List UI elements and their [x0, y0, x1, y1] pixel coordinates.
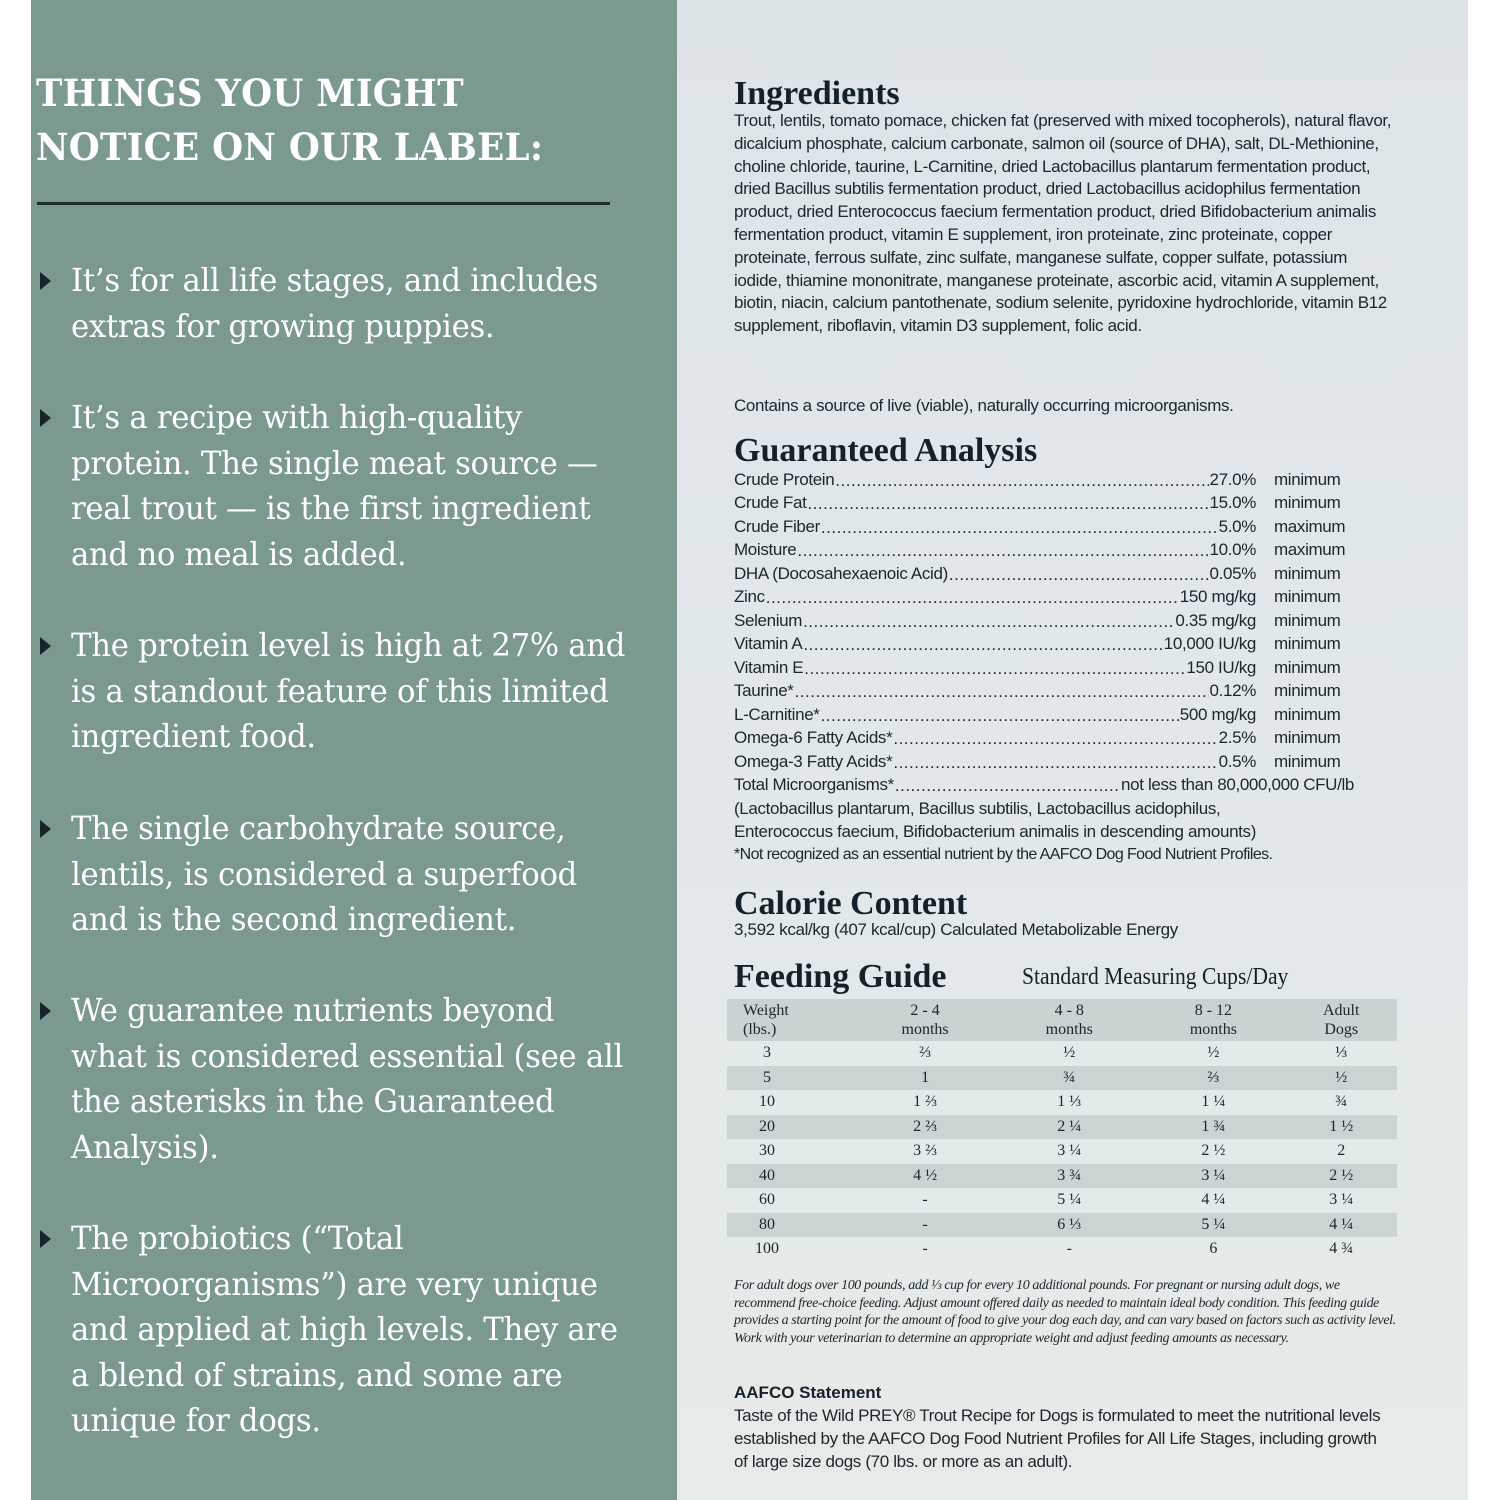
cups-cell	[997, 1237, 1141, 1262]
cups-cell	[997, 1041, 1141, 1066]
cell-value: 1 ⅔	[913, 1093, 938, 1111]
cups-cell	[853, 1164, 997, 1189]
nutrient-qualifier: minimum	[1274, 634, 1341, 654]
cell-value: 30	[759, 1142, 775, 1160]
nutrient-name: Total Microorganisms*	[734, 775, 894, 795]
cell-value: 3 ¼	[1201, 1166, 1226, 1184]
analysis-row	[734, 633, 1374, 657]
cups-cell	[1141, 1090, 1285, 1115]
cups-cell	[853, 1041, 997, 1066]
feeding-table-row	[727, 1164, 1397, 1189]
ingredients-title: Ingredients	[734, 75, 900, 112]
nutrient-value: 0.5%	[1218, 751, 1256, 771]
analysis-row	[734, 609, 1374, 633]
nutrient-qualifier: minimum	[1274, 493, 1341, 513]
ingredients-microorganism-note: Contains a source of live (viable), naturally occurring microorganisms.	[734, 396, 1234, 415]
nutrient-qualifier: minimum	[1274, 728, 1341, 748]
analysis-row	[734, 539, 1374, 563]
triangle-bullet-icon	[40, 409, 51, 427]
cell-value: ½	[1335, 1068, 1348, 1086]
feeding-table-row	[727, 1213, 1397, 1238]
cups-cell	[1285, 1188, 1397, 1213]
cups-cell	[997, 1139, 1141, 1164]
nutrient-name: Omega-6 Fatty Acids*	[734, 728, 893, 748]
cell-value: 3 ⅔	[913, 1142, 938, 1160]
cell-value: 3 ¾	[1057, 1166, 1082, 1184]
nutrient-name: Zinc	[734, 587, 765, 607]
nutrient-value: 0.12%	[1209, 681, 1256, 701]
calorie-content-text: 3,592 kcal/kg (407 kcal/cup) Calculated Metabolizable Energy	[734, 920, 1178, 939]
nutrient-name: Selenium	[734, 610, 803, 630]
nutrient-name: Crude Fat	[734, 493, 807, 513]
header-line: 8 - 12	[1194, 1002, 1233, 1019]
header-line: months	[1045, 1021, 1093, 1038]
nutrient-name: Omega-3 Fatty Acids*	[734, 751, 893, 771]
cell-value: 4 ½	[913, 1166, 938, 1184]
header-line: Weight	[743, 1002, 789, 1019]
analysis-row	[734, 703, 1374, 727]
column-header-8-12-months	[1141, 999, 1285, 1041]
cell-value: 60	[759, 1191, 775, 1209]
ingredients-list: Trout, lentils, tomato pomace, chicken fat (preserved with mixed tocopherols), natural flavor, dicalcium phosphate, calcium carbonate, salmon oil (source of DHA), salt, DL-Methionine, choline chloride, taurine, L-Carnitine, dried Lactobacillus plantarum fermentation product, dried Bacillus subtilis fermentation product, dried Lactobacillus acidophilus fermentation product, dried Enterococcus faecium fermentation product, dried Bifidobacterium animalis fermentation product, vitamin E supplement, iron proteinate, zinc proteinate, copper proteinate, ferrous sulfate, zinc sulfate, manganese sulfate, copper sulfate, potassium iodide, thiamine mononitrate, manganese proteinate, ascorbic acid, vitamin A supplement, biotin, niacin, calcium pantothenate, sodium selenite, pyridoxine hydrochloride, vitamin B12 supplement, riboflavin, vitamin D3 supplement, folic acid.	[734, 111, 1392, 336]
analysis-row	[734, 468, 1374, 492]
column-header-4-8-months	[997, 999, 1141, 1041]
feature-bullet-text: It’s for all life stages, and includes extras for growing puppies.	[71, 261, 598, 345]
cell-value: ¾	[1335, 1093, 1348, 1111]
cell-value: ⅔	[1207, 1068, 1220, 1086]
cell-value: 2 ¼	[1057, 1117, 1082, 1135]
nutrient-qualifier: minimum	[1274, 563, 1341, 583]
cups-cell	[1285, 1041, 1397, 1066]
header-line: (lbs.)	[743, 1021, 777, 1038]
header-line: 2 - 4	[910, 1002, 940, 1019]
cell-value: 1 ½	[1329, 1117, 1354, 1135]
cell-value: -	[922, 1215, 928, 1233]
nutrient-value: 150 IU/kg	[1186, 657, 1256, 677]
cups-cell	[1285, 1090, 1397, 1115]
dot-leader	[804, 659, 1185, 677]
dot-leader	[803, 612, 1174, 630]
analysis-row	[734, 727, 1374, 751]
nutrient-qualifier: minimum	[1274, 610, 1341, 630]
cups-cell	[853, 1115, 997, 1140]
cups-cell	[997, 1164, 1141, 1189]
cell-value: 3	[763, 1044, 771, 1062]
cell-value: 3 ¼	[1329, 1191, 1354, 1209]
cell-value: -	[922, 1191, 928, 1209]
cups-cell	[1285, 1164, 1397, 1189]
dot-leader	[807, 494, 1208, 512]
feeding-table-row	[727, 1237, 1397, 1262]
feeding-guide-table	[727, 999, 1397, 1262]
cell-value: ⅓	[1335, 1044, 1348, 1062]
header-line: Adult	[1323, 1002, 1360, 1019]
nutrient-name: DHA (Docosahexaenoic Acid)	[734, 563, 948, 583]
dot-leader	[895, 776, 1120, 794]
feeding-table-header	[727, 999, 1397, 1041]
cell-value: 2	[1337, 1142, 1346, 1160]
cell-value: ⅔	[919, 1044, 932, 1062]
weight-cell	[727, 1115, 853, 1140]
cell-value: 6 ⅓	[1057, 1215, 1082, 1233]
cups-cell	[1141, 1188, 1285, 1213]
nutrient-qualifier: minimum	[1274, 751, 1341, 771]
cell-value: 3 ¼	[1057, 1142, 1082, 1160]
strains-line: Enterococcus faecium, Bifidobacterium animalis in descending amounts)	[734, 822, 1257, 841]
dot-leader	[949, 565, 1209, 583]
nutrient-qualifier: minimum	[1274, 704, 1341, 724]
analysis-row-microorganisms	[734, 774, 1354, 798]
nutrient-name: Crude Fiber	[734, 516, 820, 536]
cell-value: ½	[1063, 1044, 1076, 1062]
analysis-row	[734, 515, 1374, 539]
analysis-row	[734, 680, 1374, 704]
weight-cell	[727, 1041, 853, 1066]
nutrient-value: 0.05%	[1209, 563, 1256, 583]
analysis-row	[734, 492, 1374, 516]
left-headline: THINGS YOU MIGHT NOTICE ON OUR LABEL:	[36, 71, 544, 169]
feeding-table-row	[727, 1188, 1397, 1213]
dot-leader	[766, 588, 1179, 606]
cell-value: 5 ¼	[1201, 1215, 1226, 1233]
nutrient-value: 5.0%	[1218, 516, 1256, 536]
cell-value: 4 ¼	[1329, 1215, 1354, 1233]
weight-cell	[727, 1139, 853, 1164]
dot-leader	[797, 541, 1208, 559]
dot-leader	[893, 753, 1217, 771]
nutrient-qualifier: minimum	[1274, 657, 1341, 677]
aafco-statement-title: AAFCO Statement	[734, 1383, 882, 1402]
feeding-table-row	[727, 1139, 1397, 1164]
cups-cell	[1141, 1066, 1285, 1091]
cell-value: ¾	[1063, 1068, 1076, 1086]
cups-cell	[1141, 1115, 1285, 1140]
triangle-bullet-icon	[40, 1230, 51, 1248]
feature-bullet-text: The single carbohydrate source, lentils, is considered a superfood and is the second ingredient.	[71, 809, 578, 939]
nutrient-qualifier: minimum	[1274, 587, 1341, 607]
cups-cell	[1285, 1115, 1397, 1140]
nutrient-qualifier: minimum	[1274, 469, 1341, 489]
nutrient-qualifier: maximum	[1274, 516, 1346, 536]
nutrient-value: 15.0%	[1209, 493, 1256, 513]
cups-cell	[997, 1188, 1141, 1213]
analysis-footnote: *Not recognized as an essential nutrient by the AAFCO Dog Food Nutrient Profiles.	[734, 846, 1273, 863]
feature-bullet-text: We guarantee nutrients beyond what is considered essential (see all the asterisks in the Guaranteed Analysis).	[71, 991, 624, 1166]
nutrient-value: 27.0%	[1209, 469, 1256, 489]
aafco-statement-text: Taste of the Wild PREY® Trout Recipe for Dogs is formulated to meet the nutritional levels established by the AAFCO Dog Food Nutrient Profiles for All Life Stages, including growth of large size dogs (70 lbs. or more as an adult).	[734, 1406, 1381, 1471]
nutrient-name: L-Carnitine*	[734, 704, 820, 724]
cell-value: 5	[763, 1068, 771, 1086]
cell-value: -	[1066, 1240, 1072, 1258]
dot-leader	[821, 518, 1218, 536]
analysis-row	[734, 656, 1374, 680]
triangle-bullet-icon	[40, 1002, 51, 1020]
nutrient-value: not less than 80,000,000 CFU/lb	[1121, 775, 1354, 795]
feeding-guide-subtitle: Standard Measuring Cups/Day	[1022, 964, 1289, 990]
cell-value: 20	[759, 1117, 775, 1135]
cups-cell	[997, 1213, 1141, 1238]
cups-cell	[1285, 1139, 1397, 1164]
calorie-content-title: Calorie Content	[734, 885, 968, 922]
feeding-guide-title: Feeding Guide	[734, 958, 947, 995]
cups-cell	[997, 1066, 1141, 1091]
header-line: 4 - 8	[1054, 1002, 1084, 1019]
nutrient-value: 0.35 mg/kg	[1175, 610, 1256, 630]
cups-cell	[853, 1066, 997, 1091]
cups-cell	[1141, 1213, 1285, 1238]
feeding-table-row	[727, 1066, 1397, 1091]
dot-leader	[821, 706, 1179, 724]
cups-cell	[1141, 1139, 1285, 1164]
guaranteed-analysis-title: Guaranteed Analysis	[734, 432, 1038, 469]
column-header-2-4-months	[853, 999, 997, 1041]
weight-cell	[727, 1090, 853, 1115]
cups-cell	[1141, 1164, 1285, 1189]
analysis-row	[734, 750, 1374, 774]
cell-value: 1	[921, 1068, 930, 1086]
feeding-guide-note: For adult dogs over 100 pounds, add ⅓ cup for every 10 additional pounds. For pregnant or nursing adult dogs, we recommend free-choice feeding. Adjust amount offered daily as needed to maintain ideal body condition. This feeding guide provides a starting point for the amount of food to give your dog each day, and can vary based on factors such as activity level. Work with your veterinarian to determine an appropriate weight and adjust feeding amounts as necessary.	[734, 1278, 1396, 1346]
analysis-row	[734, 562, 1374, 586]
cups-cell	[853, 1188, 997, 1213]
feature-bullet-text: The probiotics (“Total Microorganisms”) are very unique and applied at high levels. They are a blend of strains, and some are unique for dogs.	[71, 1219, 618, 1440]
strains-line: (Lactobacillus plantarum, Bacillus subtilis, Lactobacillus acidophilus,	[734, 799, 1221, 818]
feature-bullet-text: The protein level is high at 27% and is a standout feature of this limited ingredient food.	[71, 626, 626, 756]
dot-leader	[795, 682, 1209, 700]
nutrient-value: 150 mg/kg	[1179, 587, 1256, 607]
feeding-table-row	[727, 1090, 1397, 1115]
weight-cell	[727, 1188, 853, 1213]
nutrient-qualifier: maximum	[1274, 540, 1346, 560]
header-line: months	[1189, 1021, 1237, 1038]
header-line: Dogs	[1324, 1021, 1359, 1038]
triangle-bullet-icon	[40, 820, 51, 838]
nutrient-name: Vitamin E	[734, 657, 804, 677]
dot-leader	[835, 471, 1208, 489]
nutrient-value: 500 mg/kg	[1179, 704, 1256, 724]
triangle-bullet-icon	[40, 637, 51, 655]
cups-cell	[997, 1115, 1141, 1140]
nutrient-name: Vitamin A	[734, 634, 803, 654]
cell-value: 4 ¾	[1329, 1240, 1354, 1258]
nutrient-name: Taurine*	[734, 681, 794, 701]
weight-cell	[727, 1066, 853, 1091]
cell-value: 2 ½	[1201, 1142, 1226, 1160]
cell-value: 1 ⅓	[1057, 1093, 1082, 1111]
cups-cell	[853, 1213, 997, 1238]
weight-cell	[727, 1164, 853, 1189]
cups-cell	[1285, 1213, 1397, 1238]
cups-cell	[1285, 1237, 1397, 1262]
cell-value: 6	[1209, 1240, 1218, 1258]
cell-value: 5 ¼	[1057, 1191, 1082, 1209]
cell-value: 2 ½	[1329, 1166, 1354, 1184]
nutrient-name: Crude Protein	[734, 469, 835, 489]
feature-bullet-text: It’s a recipe with high-quality protein. The single meat source — real trout — is the first ingredient and no meal is added.	[71, 398, 598, 573]
dot-leader	[803, 635, 1162, 653]
nutrient-value: 10,000 IU/kg	[1163, 634, 1256, 654]
column-header-weight	[727, 999, 853, 1041]
column-header-adult-dogs	[1285, 999, 1397, 1041]
cups-cell	[1285, 1066, 1397, 1091]
cell-value: 40	[759, 1166, 775, 1184]
feeding-table-row	[727, 1041, 1397, 1066]
cell-value: ½	[1207, 1044, 1220, 1062]
cups-cell	[853, 1237, 997, 1262]
header-line: months	[901, 1021, 949, 1038]
nutrient-value: 2.5%	[1218, 728, 1256, 748]
cell-value: 2 ⅔	[913, 1117, 938, 1135]
cell-value: 1 ¾	[1201, 1117, 1226, 1135]
cups-cell	[997, 1090, 1141, 1115]
weight-cell	[727, 1237, 853, 1262]
analysis-row	[734, 586, 1374, 610]
nutrient-name: Moisture	[734, 540, 797, 560]
dot-leader	[893, 729, 1217, 747]
cell-value: 80	[759, 1215, 775, 1233]
cell-value: 4 ¼	[1201, 1191, 1226, 1209]
cell-value: 10	[759, 1093, 775, 1111]
cell-value: 1 ¼	[1201, 1093, 1226, 1111]
cups-cell	[853, 1139, 997, 1164]
cell-value: 100	[755, 1240, 779, 1258]
cell-value: -	[922, 1240, 928, 1258]
cups-cell	[853, 1090, 997, 1115]
headline-divider	[37, 202, 610, 205]
cups-cell	[1141, 1041, 1285, 1066]
triangle-bullet-icon	[40, 272, 51, 290]
cups-cell	[1141, 1237, 1285, 1262]
feeding-table-body	[727, 1041, 1397, 1262]
weight-cell	[727, 1213, 853, 1238]
guaranteed-analysis-table	[734, 468, 1374, 797]
nutrient-value: 10.0%	[1209, 540, 1256, 560]
feeding-table-row	[727, 1115, 1397, 1140]
nutrient-qualifier: minimum	[1274, 681, 1341, 701]
